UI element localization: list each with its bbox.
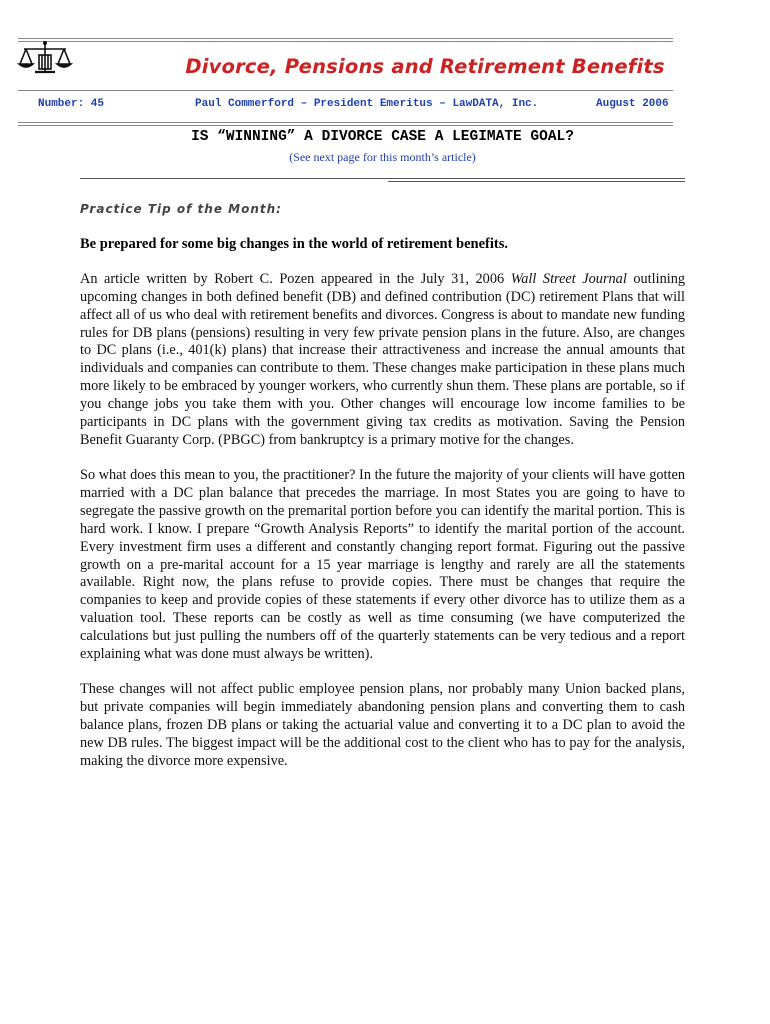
meta-rule-2 [18,125,673,126]
newsletter-title: Divorce, Pensions and Retirement Benefits [185,55,665,78]
feature-headline: IS “WINNING” A DIVORCE CASE A LEGIMATE GOAL? [191,129,574,145]
meta-rule [18,122,673,123]
paragraph-1-lead: An article written by Robert C. Pozen appeared in the July 31, 2006 [80,271,511,287]
section-rule-2 [388,181,685,182]
header-rule-top [18,38,673,39]
section-rule [80,178,685,179]
feature-subtitle: (See next page for this month’s article) [289,150,476,164]
paragraph-2: So what does this mean to you, the practitioner? In the future the majority of your clients will have gotten married with a DC plan balance that precedes the marriage. In most States you are going to have to segregate the passive growth on the premarital portion before you can identify the marital portion. This is hard work. I know. I prepare “Growth Analysis Reports” to identify the marital portion of the account. Every investment firm uses a different and constantly changing report format. Figuring out the passive growth on a pre-marital account for a 15 year marriage is lengthy and rarely are all the statements available. Right now, the plans refuse to provide copies. There must be changes that require the companies to keep and provide copies of these statements if every other divorce has to utilize them as a valuation tool. These reports can be costly as well as time consuming (we have computerized the calculations but just pulling the numbers off of the quarterly statements can be very tedious and a report explaining what was done must always be written). [80,467,685,662]
author-line: Paul Commerford – President Emeritus – LawDATA, Inc. [195,98,539,110]
paragraph-3: These changes will not affect public employee pension plans, nor probably many Union backed plans, but private companies will begin immediately abandoning pension plans and converting them to cash balance plans, frozen DB plans or taking the actuarial value and converting it to a DC plan to avoid the new DB rules. The biggest impact will be the additional cost to the client who has to pay for the analysis, making the divorce more expensive. [80,681,685,769]
publication-name: Wall Street Journal [510,271,627,287]
title-rule [18,90,673,91]
issue-number: Number: 45 [38,98,105,110]
scales-of-justice-icon [16,40,74,76]
practice-tip-label: Practice Tip of the Month: [80,202,282,216]
issue-date: August 2006 [596,98,669,110]
article-body [80,271,685,788]
header-rule-top-2 [18,41,673,42]
paragraph-1-rest: outlining upcoming changes in both defined benefit (DB) and defined contribution (DC) retirement Plans that will affect all of us who deal with retirement benefits and divorces. Congress is about to mandate new funding rules for DB plans (pensions) resulting in very few private pension plans in the future. Also, are changes to DC plans (i.e., 401(k) plans) that increase their attractiveness and increase the annual amounts that individuals and companies can contribute to them. These changes make participation in these plans much more likely to be embraced by younger workers, who currently shun them. These plans are portable, so if you change jobs you take them with you. Other changes will encourage low income families to be participants in DC plans with the government giving tax credits as motivation. Saving the Pension Benefit Guaranty Corp. (PBGC) from bankruptcy is a primary motive for the changes. [80,271,685,448]
paragraph-1 [80,271,685,449]
practice-tip-heading: Be prepared for some big changes in the world of retirement benefits. [80,236,508,252]
